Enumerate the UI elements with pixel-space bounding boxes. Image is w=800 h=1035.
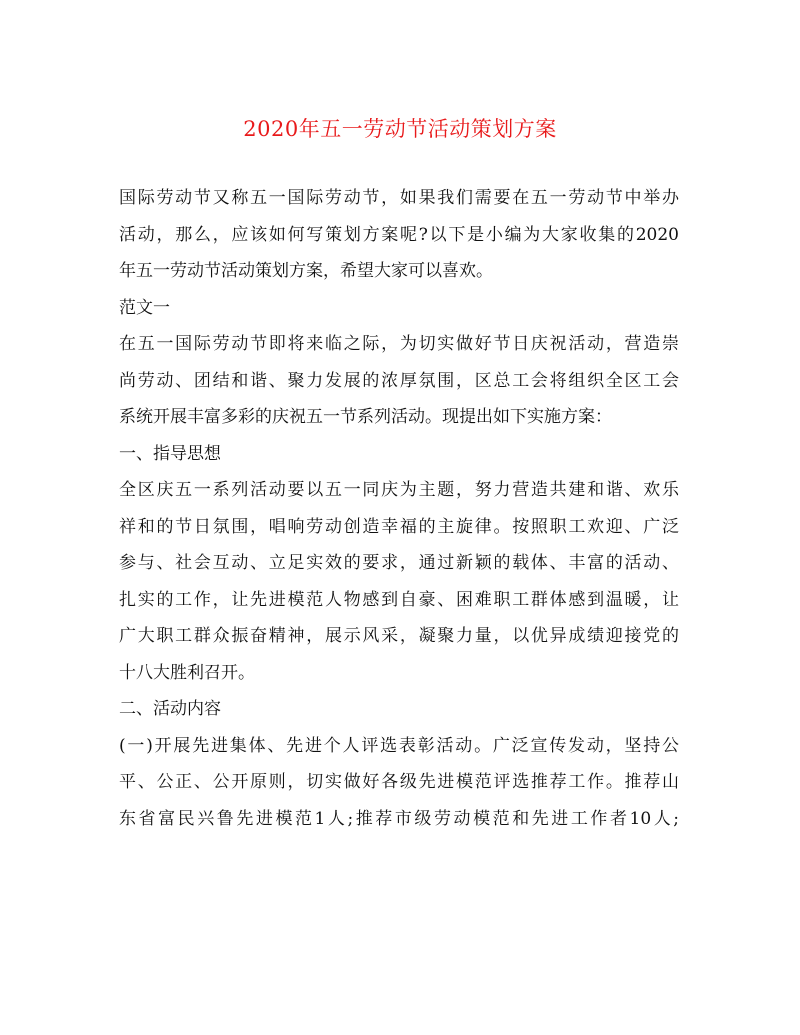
paragraph-line: 尚劳动、团结和谐、聚力发展的浓厚氛围，区总工会将组织全区工会	[119, 370, 679, 391]
paragraph-line: 扎实的工作，让先进模范人物感到自豪、困难职工群体感到温暖，让	[119, 589, 679, 610]
paragraph-line: 年五一劳动节活动策划方案，希望大家可以喜欢。	[119, 261, 493, 281]
section-heading: 范文一	[119, 297, 170, 318]
paragraph-line: 参与、社会互动、立足实效的要求，通过新颖的载体、丰富的活动、	[119, 553, 679, 573]
paragraph-line: 平、公正、公开原则，切实做好各级先进模范评选推荐工作。推荐山	[119, 772, 679, 792]
paragraph-line: 在五一国际劳动节即将来临之际，为切实做好节日庆祝活动，营造崇	[119, 334, 679, 354]
document-title: 2020年五一劳动节活动策划方案	[243, 117, 557, 141]
paragraph-line: 国际劳动节又称五一国际劳动节，如果我们需要在五一劳动节中举办	[119, 188, 679, 208]
section-heading: 一、指导思想	[119, 443, 221, 464]
section-heading: 二、活动内容	[119, 699, 221, 719]
paragraph-line: 活动，那么，应该如何写策划方案呢?以下是小编为大家收集的2020	[119, 224, 679, 245]
paragraph-line: 东省富民兴鲁先进模范1人;推荐市级劳动模范和先进工作者10人;	[119, 808, 679, 829]
paragraph-line: (一)开展先进集体、先进个人评选表彰活动。广泛宣传发动，坚持公	[119, 735, 679, 756]
document-body	[119, 180, 679, 837]
paragraph-line: 广大职工群众振奋精神，展示风采，凝聚力量，以优异成绩迎接党的	[119, 626, 679, 646]
paragraph-line: 系统开展丰富多彩的庆祝五一节系列活动。现提出如下实施方案：	[119, 407, 612, 427]
paragraph-line: 全区庆五一系列活动要以五一同庆为主题，努力营造共建和谐、欢乐	[119, 480, 679, 500]
paragraph-line: 祥和的节日氛围，唱响劳动创造幸福的主旋律。按照职工欢迎、广泛	[119, 516, 679, 537]
paragraph-line: 十八大胜利召开。	[119, 662, 255, 683]
